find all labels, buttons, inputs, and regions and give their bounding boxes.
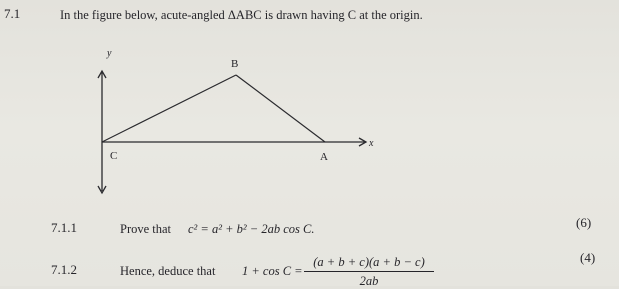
- subquestion-2-marks: (4): [580, 250, 596, 265]
- question-number: 7.1: [4, 6, 21, 21]
- vertex-a-label: A: [320, 151, 328, 163]
- subquestion-2-number: 7.1.2: [51, 262, 77, 277]
- subquestion-1-prompt: Prove that: [120, 222, 172, 236]
- intro-mid: is drawn having: [261, 8, 348, 22]
- subquestion-2-prompt: Hence, deduce that: [120, 264, 216, 278]
- y-axis-label: y: [107, 48, 112, 59]
- fraction-numerator: (a + b + c)(a + b − c): [304, 255, 434, 272]
- intro-prefix: In the figure below, acute-angled: [60, 8, 228, 22]
- subquestion-1-equation: c² = a² + b² − 2ab cos C.: [188, 222, 315, 236]
- side-cb: [102, 75, 236, 142]
- vertex-c-label: C: [110, 150, 118, 162]
- subquestion-2-fraction: [304, 255, 434, 289]
- subquestion-2-lhs: 1 + cos C =: [242, 264, 303, 278]
- x-axis-label: x: [369, 138, 374, 149]
- vertex-b-label: B: [231, 58, 239, 70]
- origin-vertex: C: [347, 8, 357, 22]
- intro-suffix: at the origin.: [356, 8, 423, 22]
- fraction-denominator: 2ab: [359, 274, 379, 288]
- triangle-symbol: ΔABC: [227, 8, 262, 22]
- subquestion-1-marks: (6): [576, 215, 592, 230]
- side-ba: [236, 75, 325, 142]
- subquestion-1-number: 7.1.1: [51, 220, 77, 235]
